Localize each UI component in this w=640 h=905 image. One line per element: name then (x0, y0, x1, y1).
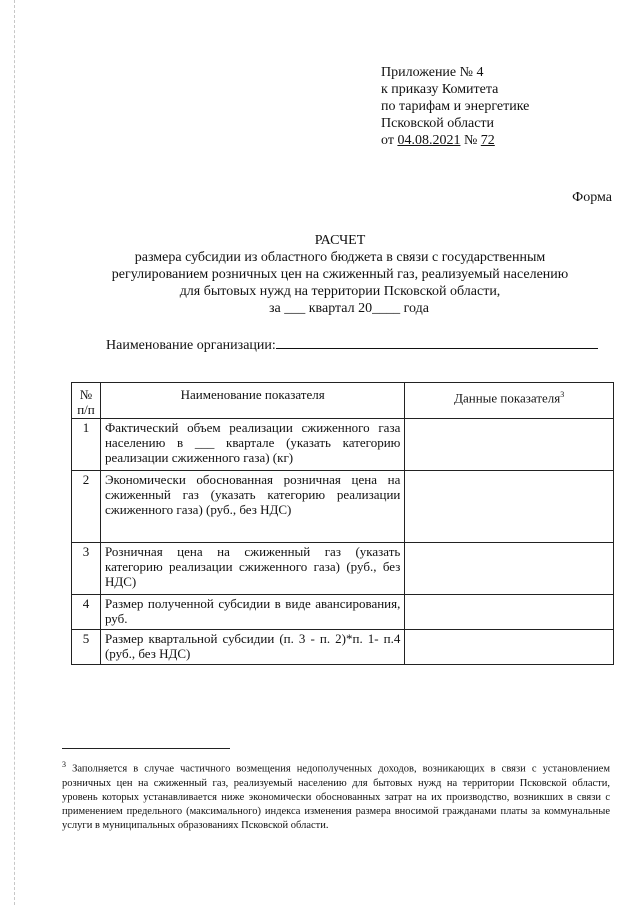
table-row (72, 419, 614, 471)
appendix-line: Приложение № 4 (381, 65, 484, 80)
title-line: размера субсидии из областного бюджета в связи с государственным (134, 250, 546, 265)
organization-field[interactable] (276, 336, 598, 349)
col-num-header: № п/п (72, 383, 101, 419)
organization-row (106, 336, 598, 354)
table-row (72, 630, 614, 665)
row-value-cell[interactable] (405, 630, 614, 665)
organization-label: Наименование организации: (106, 338, 276, 353)
row-num: 1 (72, 419, 101, 471)
footnote-divider (62, 748, 230, 749)
appendix-line: по тарифам и энергетике (381, 99, 530, 114)
title-line: регулированием розничных цен на сжиженный газ, реализуемый населению (111, 267, 569, 282)
row-name: Фактический объем реализации сжиженного газа населению в ___ квартале (указать категорию реализации сжиженного газа) (кг) (100, 419, 404, 471)
appendix-date-line (381, 132, 529, 149)
title-period: за ___ квартал 20____ года (269, 301, 429, 316)
indicator-table (71, 382, 614, 665)
number-prefix: № (460, 133, 481, 148)
form-label: Форма (572, 190, 612, 205)
row-value-cell[interactable] (405, 471, 614, 543)
table-header-row (72, 383, 614, 419)
row-num: 2 (72, 471, 101, 543)
col-value-label: Данные показателя (454, 390, 561, 406)
appendix-block (381, 64, 529, 149)
row-value-cell[interactable] (405, 419, 614, 471)
title-line: РАСЧЕТ (314, 233, 366, 248)
row-name: Экономически обоснованная розничная цена на сжиженный газ (указать категорию реализации сжиженного газа) (руб., без НДС) (100, 471, 404, 543)
order-date: 04.08.2021 (397, 133, 461, 148)
footnote (62, 758, 610, 833)
row-name: Размер квартальной субсидии (п. 3 - п. 2)*п. 1- п.4 (руб., без НДС) (100, 630, 404, 665)
date-prefix: от (381, 133, 398, 148)
row-num: 4 (72, 595, 101, 630)
document-title (60, 232, 620, 317)
row-name: Размер полученной субсидии в виде авансирования, руб. (100, 595, 404, 630)
row-name: Розничная цена на сжиженный газ (указать категорию реализации сжиженного газа) (руб., без НДС) (100, 543, 404, 595)
row-num: 5 (72, 630, 101, 665)
table-row (72, 471, 614, 543)
title-line: для бытовых нужд на территории Псковской области, (179, 284, 501, 299)
footnote-ref: 3 (560, 390, 565, 399)
order-number: 72 (480, 133, 495, 148)
row-value-cell[interactable] (405, 543, 614, 595)
appendix-line: к приказу Комитета (381, 82, 499, 97)
appendix-line: Псковской области (381, 116, 495, 131)
col-name-header: Наименование показателя (100, 383, 404, 419)
row-value-cell[interactable] (405, 595, 614, 630)
row-num: 3 (72, 543, 101, 595)
table-row (72, 543, 614, 595)
scan-edge (0, 0, 15, 905)
footnote-text: Заполняется в случае частичного возмещения недополученных доходов, возникающих в связи с установлением розничных цен на сжиженный газ, реализуемый населению для бытовых нужд на территории Псковской области, уровень которых устанавливается ниже экономически обоснованных затрат на их производство, возникших в связи с применением предельного (максимального) индекса изменения размера вносимой гражданами платы за коммунальные услуги в муниципальных образованиях Псковской области. (62, 763, 610, 831)
table-row (72, 595, 614, 630)
col-value-header (405, 383, 614, 419)
footnote-mark: 3 (62, 760, 66, 769)
